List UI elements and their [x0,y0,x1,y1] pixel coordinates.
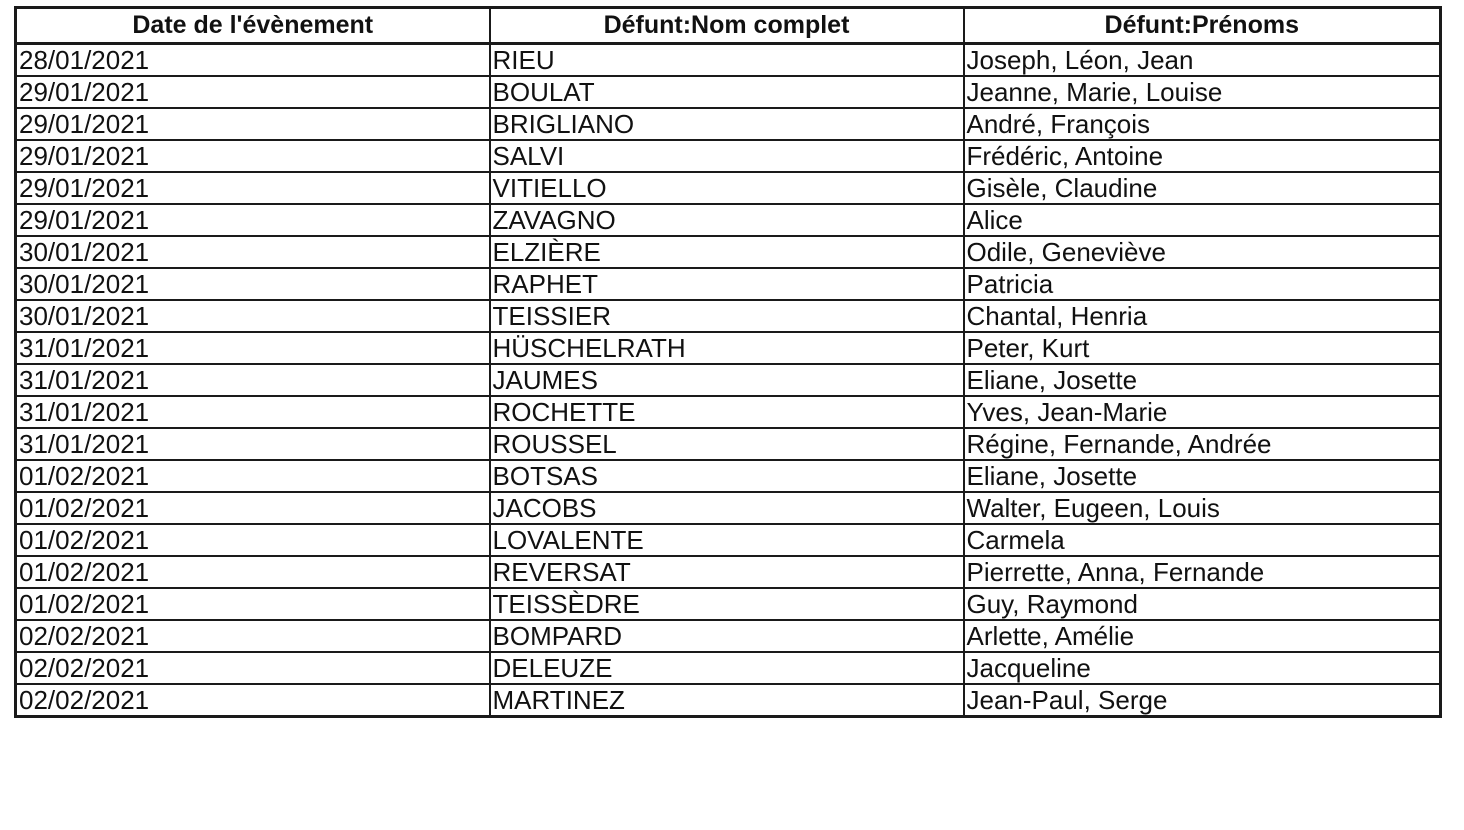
cell-prenoms: Carmela [964,524,1441,556]
cell-date: 01/02/2021 [16,460,490,492]
table-row [16,300,1441,332]
cell-date: 29/01/2021 [16,204,490,236]
cell-prenoms: Walter, Eugeen, Louis [964,492,1441,524]
register-sheet [14,6,1439,718]
cell-nom: RAPHET [490,268,964,300]
table-row [16,364,1441,396]
cell-nom: ROCHETTE [490,396,964,428]
table-row [16,108,1441,140]
cell-date: 01/02/2021 [16,524,490,556]
table-row [16,204,1441,236]
cell-date: 02/02/2021 [16,684,490,717]
table-row [16,460,1441,492]
cell-prenoms: Odile, Geneviève [964,236,1441,268]
cell-nom: BRIGLIANO [490,108,964,140]
table-row [16,556,1441,588]
cell-prenoms: Arlette, Amélie [964,620,1441,652]
table-row [16,524,1441,556]
cell-prenoms: Eliane, Josette [964,364,1441,396]
table-row [16,428,1441,460]
cell-nom: VITIELLO [490,172,964,204]
cell-prenoms: Chantal, Henria [964,300,1441,332]
cell-nom: BOTSAS [490,460,964,492]
cell-date: 02/02/2021 [16,620,490,652]
cell-nom: TEISSÈDRE [490,588,964,620]
header-date: Date de l'évènement [16,8,490,44]
table-row [16,684,1441,717]
cell-date: 31/01/2021 [16,428,490,460]
cell-nom: LOVALENTE [490,524,964,556]
cell-date: 01/02/2021 [16,588,490,620]
cell-prenoms: Frédéric, Antoine [964,140,1441,172]
cell-nom: MARTINEZ [490,684,964,717]
cell-prenoms: Yves, Jean-Marie [964,396,1441,428]
cell-date: 29/01/2021 [16,108,490,140]
cell-nom: ELZIÈRE [490,236,964,268]
cell-date: 29/01/2021 [16,76,490,108]
cell-nom: REVERSAT [490,556,964,588]
cell-prenoms: Pierrette, Anna, Fernande [964,556,1441,588]
cell-date: 01/02/2021 [16,556,490,588]
cell-prenoms: Guy, Raymond [964,588,1441,620]
cell-date: 29/01/2021 [16,140,490,172]
cell-nom: RIEU [490,44,964,77]
cell-date: 31/01/2021 [16,332,490,364]
cell-nom: SALVI [490,140,964,172]
cell-nom: DELEUZE [490,652,964,684]
header-nom: Défunt:Nom complet [490,8,964,44]
cell-date: 31/01/2021 [16,396,490,428]
cell-date: 02/02/2021 [16,652,490,684]
table-body [16,44,1441,717]
cell-nom: ROUSSEL [490,428,964,460]
cell-prenoms: Gisèle, Claudine [964,172,1441,204]
cell-nom: JACOBS [490,492,964,524]
cell-prenoms: Jacqueline [964,652,1441,684]
cell-prenoms: Patricia [964,268,1441,300]
cell-nom: TEISSIER [490,300,964,332]
cell-date: 01/02/2021 [16,492,490,524]
table-row [16,140,1441,172]
cell-date: 31/01/2021 [16,364,490,396]
table-row [16,44,1441,77]
cell-prenoms: Peter, Kurt [964,332,1441,364]
table-row [16,620,1441,652]
cell-date: 29/01/2021 [16,172,490,204]
table-row [16,76,1441,108]
cell-nom: ZAVAGNO [490,204,964,236]
header-row [16,8,1441,44]
cell-prenoms: Eliane, Josette [964,460,1441,492]
cell-nom: BOULAT [490,76,964,108]
table-row [16,588,1441,620]
table-row [16,492,1441,524]
cell-nom: HÜSCHELRATH [490,332,964,364]
cell-date: 30/01/2021 [16,300,490,332]
table-row [16,332,1441,364]
header-prenoms: Défunt:Prénoms [964,8,1441,44]
cell-nom: JAUMES [490,364,964,396]
table-row [16,652,1441,684]
cell-prenoms: Régine, Fernande, Andrée [964,428,1441,460]
table-row [16,172,1441,204]
cell-prenoms: Jeanne, Marie, Louise [964,76,1441,108]
cell-prenoms: André, François [964,108,1441,140]
cell-prenoms: Joseph, Léon, Jean [964,44,1441,77]
cell-date: 28/01/2021 [16,44,490,77]
table-row [16,268,1441,300]
deceased-register-table [14,6,1442,718]
cell-date: 30/01/2021 [16,268,490,300]
table-row [16,396,1441,428]
cell-prenoms: Jean-Paul, Serge [964,684,1441,717]
cell-nom: BOMPARD [490,620,964,652]
cell-prenoms: Alice [964,204,1441,236]
cell-date: 30/01/2021 [16,236,490,268]
table-row [16,236,1441,268]
